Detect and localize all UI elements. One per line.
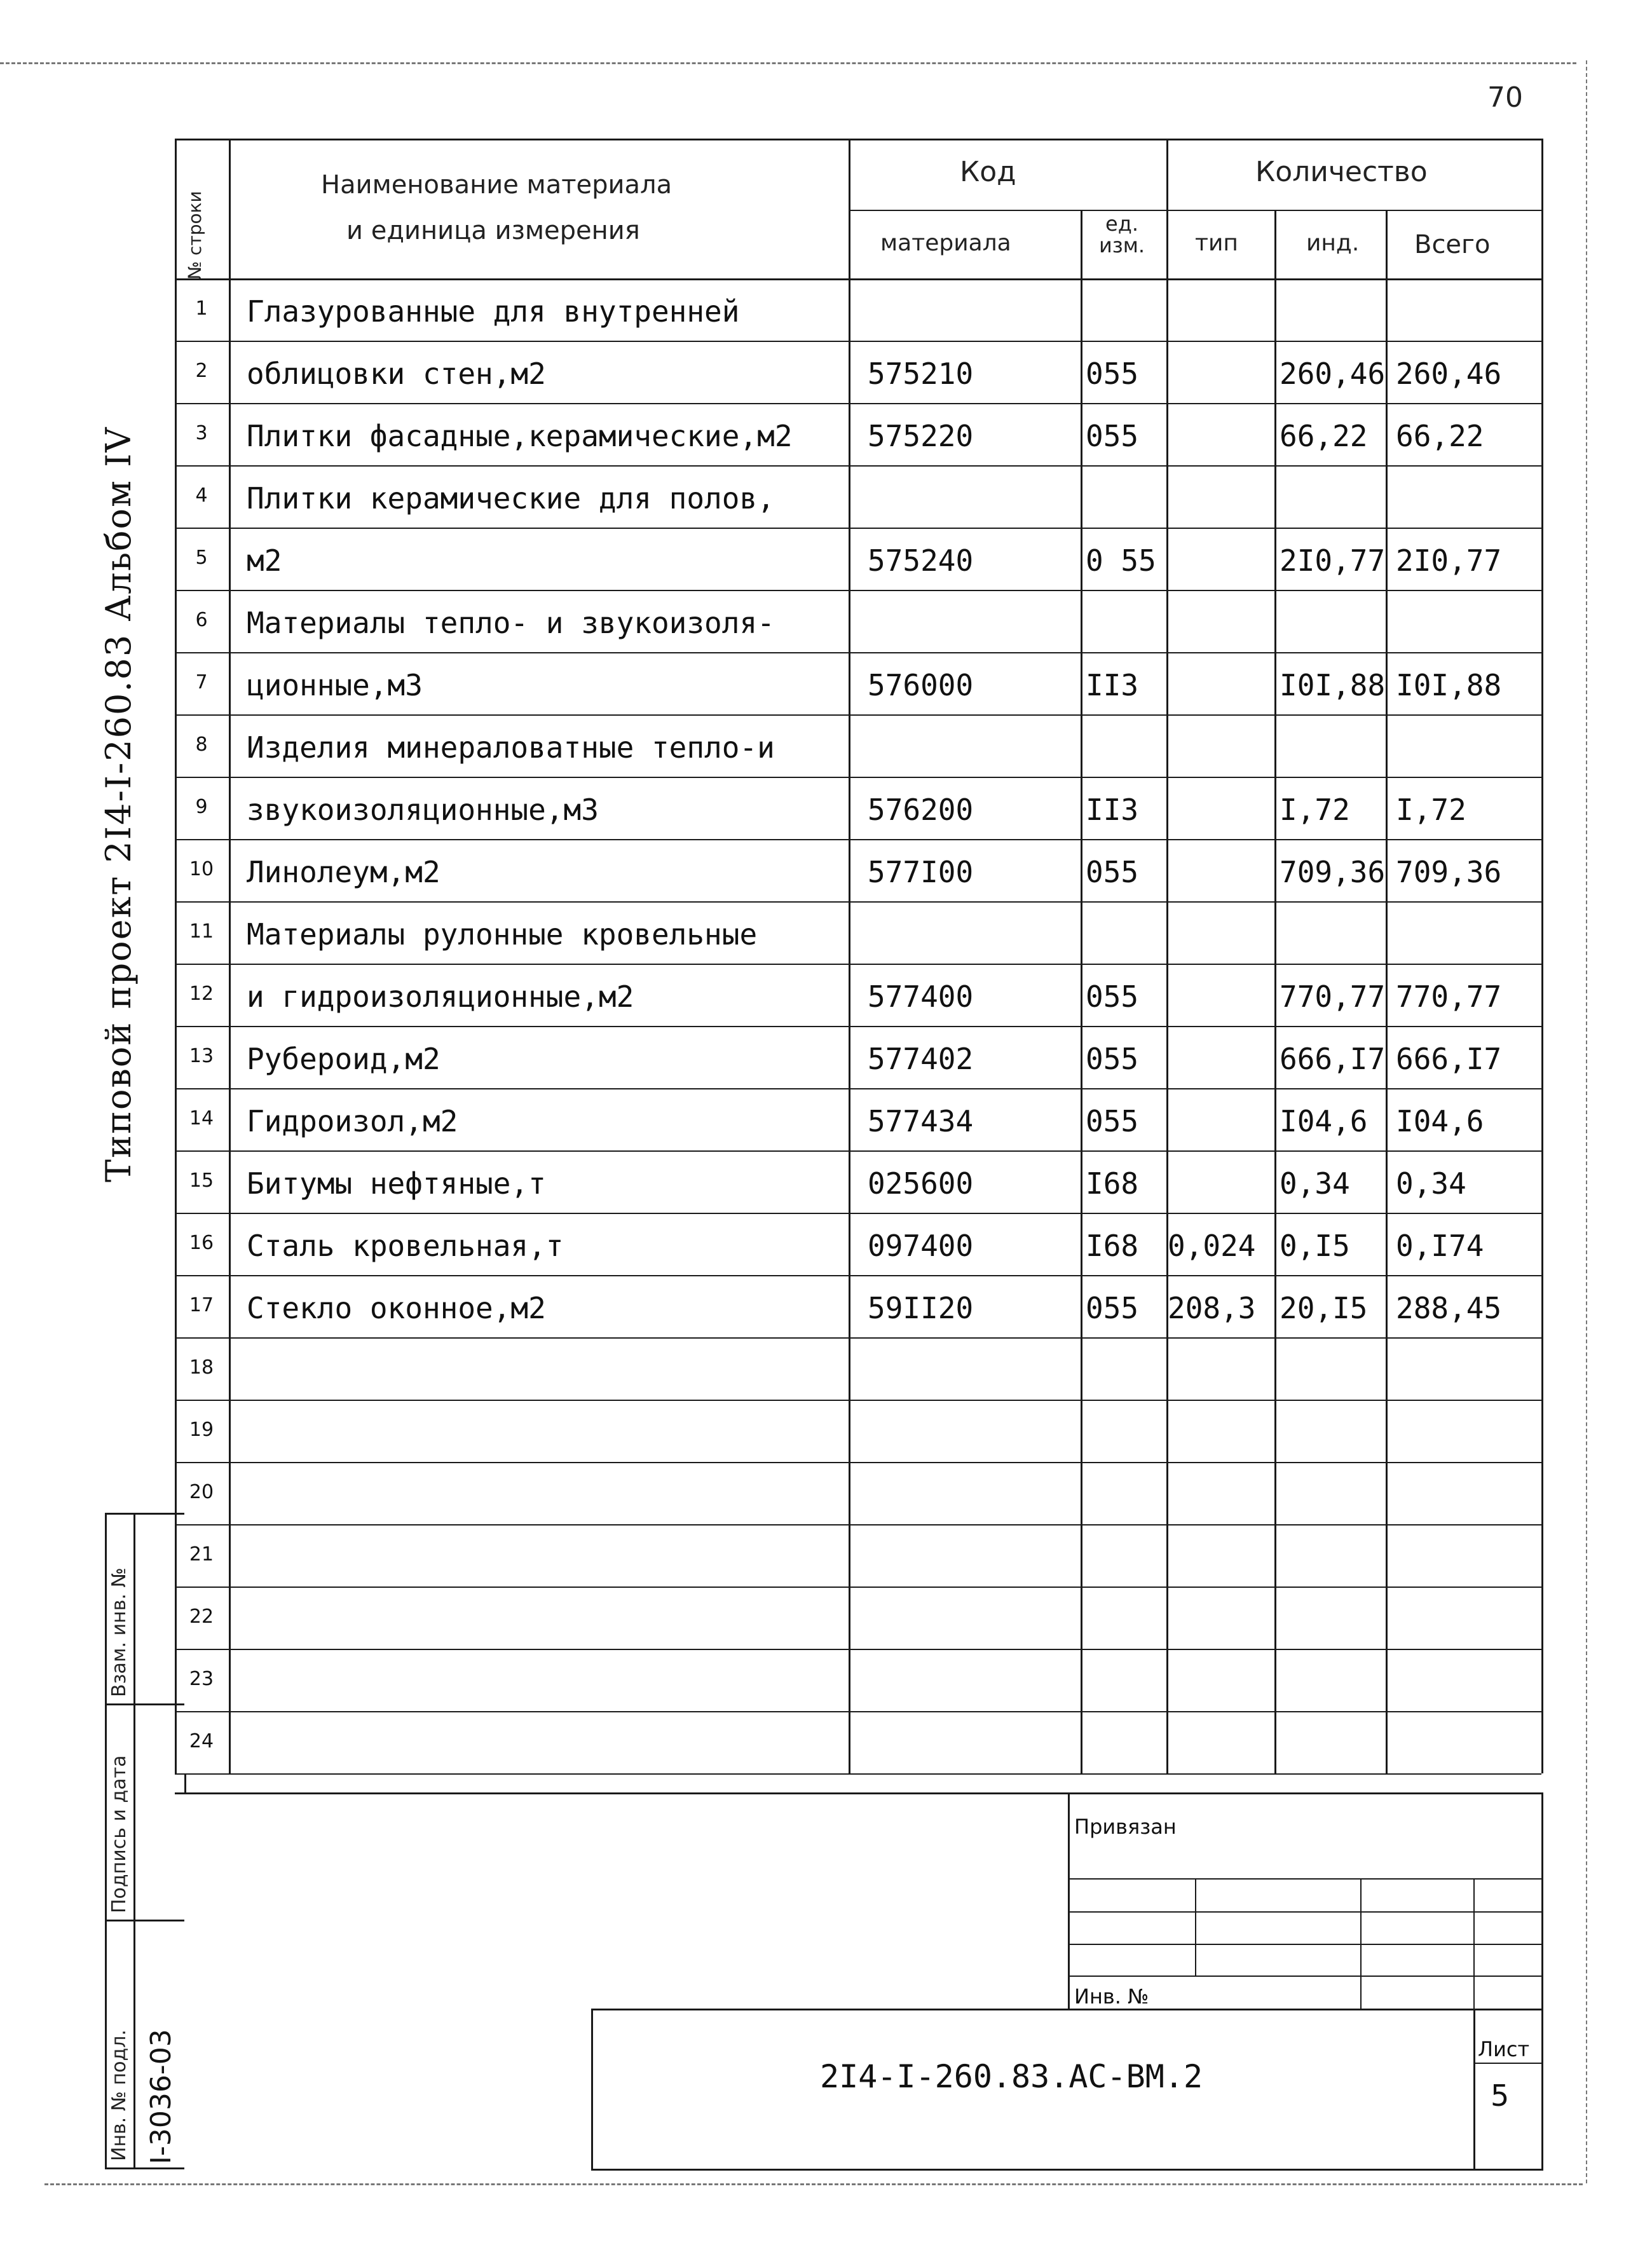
unit-code-cell: II3 [1086,668,1139,702]
header-code-material: материала [880,230,1011,256]
unit-code-cell: II3 [1086,793,1139,827]
qty-ind-cell: 66,22 [1280,419,1368,453]
qty-ind-cell: 0,I5 [1280,1229,1350,1263]
qty-total-cell: 709,36 [1396,855,1502,889]
qty-ind-cell: 709,36 [1280,855,1386,889]
row-number-cell: 21 [189,1543,214,1566]
side-project-label: Типовой проект 2I4-I-260.83 Альбом IV [99,426,139,1182]
row-line [175,1524,1541,1525]
unit-code-cell: I68 [1086,1166,1139,1201]
material-name-cell: ционные,м3 [247,668,423,702]
material-name-cell: Плитки фасадные,керамические,м2 [247,419,793,453]
row-number-cell: 13 [189,1045,214,1067]
qty-ind-cell: 2I0,77 [1280,543,1386,578]
title-sheet-number: 5 [1491,2078,1510,2113]
row-line [175,1026,1541,1027]
col-border-ind [1274,210,1276,1773]
material-name-cell: Рубероид,м2 [247,1042,440,1076]
row-line [175,1088,1541,1089]
material-name-cell: Битумы нефтяные,т [247,1166,546,1201]
left-stamp-top [105,1513,184,1515]
row-line [175,901,1541,903]
row-number-cell: 3 [195,422,208,444]
bottom-trim-line [44,2183,1583,2185]
material-name-cell: Гидроизол,м2 [247,1104,458,1138]
row-number-cell: 5 [195,547,208,569]
qty-total-cell: 260,46 [1396,357,1502,391]
qty-total-cell: 0,34 [1396,1166,1466,1201]
qty-total-cell: 770,77 [1396,979,1502,1014]
material-code-cell: 577402 [868,1042,974,1076]
header-qty-group: Количество [1255,156,1428,188]
left-stamp-inner-right [184,1773,186,1792]
linked-col1 [1195,1878,1196,1976]
unit-code-cell: 055 [1086,357,1139,391]
qty-ind-cell: I04,6 [1280,1104,1368,1138]
header-code-unit: ед. изм. [1098,212,1145,257]
row-line [175,1711,1541,1712]
row-line [175,1275,1541,1276]
header-mid-line [849,210,1541,211]
material-code-cell: 576000 [868,668,974,702]
row-line [175,839,1541,840]
left-stamp-outer-left [105,1513,107,2167]
material-name-cell: Сталь кровельная,т [247,1229,564,1263]
row-number-cell: 11 [189,920,214,943]
sheet-box-divider [1473,2063,1541,2064]
unit-code-cell: 055 [1086,855,1139,889]
material-code-cell: 025600 [868,1166,974,1201]
left-stamp-sign-label: Подпись и дата [108,1755,130,1913]
qty-total-cell: 666,I7 [1396,1042,1502,1076]
material-code-cell: 575220 [868,419,974,453]
qty-ind-cell: 20,I5 [1280,1291,1368,1325]
left-stamp-divider [133,1513,135,2167]
row-line [175,590,1541,591]
header-bottom-border [175,278,1541,280]
material-code-cell: 59II20 [868,1291,974,1325]
linked-col3 [1473,1878,1475,2009]
left-stamp-inv-label: Инв. № подл. [108,2030,130,2161]
linked-box-top [1068,1792,1541,1794]
material-code-cell: 577434 [868,1104,974,1138]
linked-row2 [1068,1911,1541,1913]
header-code-group: Код [960,156,1016,188]
header-row-number: № строки [184,191,205,280]
row-line [175,465,1541,467]
row-number-cell: 4 [195,484,208,507]
qty-typ-cell: 208,3 [1168,1291,1256,1325]
linked-col2 [1360,1878,1362,2009]
col-border-typ [1166,139,1168,1773]
row-line [175,1649,1541,1650]
row-number-cell: 8 [195,734,208,756]
row-number-cell: 23 [189,1668,214,1690]
header-qty-total: Всего [1414,230,1491,259]
title-outer-bottom [591,2169,1541,2171]
material-name-cell: Стекло оконное,м2 [247,1291,546,1325]
top-trim-line [0,62,1576,64]
qty-ind-cell: 0,34 [1280,1166,1350,1201]
row-number-cell: 14 [189,1107,214,1129]
qty-total-cell: 0,I74 [1396,1229,1484,1263]
col-border-code [849,139,850,1773]
material-name-cell: Плитки керамические для полов, [247,481,775,515]
row-line [175,1337,1541,1339]
row-line [175,714,1541,716]
row-number-cell: 6 [195,609,208,631]
row-line [175,1773,1541,1775]
title-sheet-label: Лист [1478,2037,1530,2061]
unit-code-cell: 055 [1086,1104,1139,1138]
row-line [175,652,1541,653]
row-line [175,403,1541,404]
col-border-unit [1081,210,1082,1773]
page-number: 70 [1487,81,1523,114]
left-stamp-bottom [105,2167,184,2169]
row-number-cell: 2 [195,360,208,382]
row-number-cell: 20 [189,1481,214,1503]
row-number-cell: 16 [189,1232,214,1254]
title-linked-label: Привязан [1074,1815,1177,1839]
unit-code-cell: 055 [1086,979,1139,1014]
unit-code-cell: 055 [1086,1042,1139,1076]
header-name-line1: Наименование материала [321,170,672,200]
qty-ind-cell: 260,46 [1280,357,1386,391]
unit-code-cell: 055 [1086,419,1139,453]
unit-code-cell: 055 [1086,1291,1139,1325]
row-number-cell: 17 [189,1294,214,1316]
qty-total-cell: 288,45 [1396,1291,1502,1325]
linked-row3 [1068,1944,1541,1945]
material-code-cell: 577I00 [868,855,974,889]
qty-total-cell: I,72 [1396,793,1466,827]
material-code-cell: 097400 [868,1229,974,1263]
row-number-cell: 24 [189,1730,214,1752]
qty-total-cell: I04,6 [1396,1104,1484,1138]
material-code-cell: 576200 [868,793,974,827]
header-name-line2: и единица измерения [346,216,640,245]
qty-ind-cell: 666,I7 [1280,1042,1386,1076]
material-code-cell: 575210 [868,357,974,391]
left-stamp-sep2 [105,1920,184,1921]
linked-row4 [1068,1976,1541,1977]
right-trim-line [1586,60,1587,2183]
qty-total-cell: I0I,88 [1396,668,1502,702]
qty-ind-cell: I,72 [1280,793,1350,827]
material-code-cell: 575240 [868,543,974,578]
unit-code-cell: 0 55 [1086,543,1156,578]
material-name-cell: облицовки стен,м2 [247,357,546,391]
col-border-total [1386,210,1388,1773]
col-border-name [229,139,231,1773]
main-stamp-top [591,2009,1541,2010]
material-name-cell: м2 [247,543,282,578]
col-border-right [1541,139,1543,1773]
qty-ind-cell: 770,77 [1280,979,1386,1014]
row-line [175,964,1541,965]
sheet-box-left [1473,2009,1475,2169]
material-name-cell: Изделия минераловатные тепло-и [247,730,775,765]
material-name-cell: Материалы тепло- и звукоизоля- [247,606,775,640]
qty-total-cell: 66,22 [1396,419,1484,453]
row-line [175,528,1541,529]
row-number-cell: 15 [189,1170,214,1192]
material-name-cell: и гидроизоляционные,м2 [247,979,634,1014]
qty-total-cell: 2I0,77 [1396,543,1502,578]
left-stamp-inv-value: I-3036-03 [145,2029,177,2164]
row-number-cell: 7 [195,671,208,693]
material-name-cell: Линолеум,м2 [247,855,440,889]
title-outer-right [1541,1792,1543,2171]
material-name-cell: звукоизоляционные,м3 [247,793,599,827]
material-name-cell: Материалы рулонные кровельные [247,917,758,952]
left-stamp-sep1 [105,1703,184,1705]
left-stamp-replace-label: Взам. инв. № [108,1567,130,1697]
unit-code-cell: I68 [1086,1229,1139,1263]
row-line [175,1400,1541,1401]
row-number-cell: 1 [195,297,208,320]
qty-ind-cell: I0I,88 [1280,668,1386,702]
material-name-cell: Глазурованные для внутренней [247,294,740,329]
material-code-cell: 577400 [868,979,974,1014]
row-number-cell: 10 [189,858,214,880]
row-line [175,1213,1541,1214]
header-qty-typ: тип [1195,230,1238,256]
linked-row1 [1068,1878,1541,1880]
row-number-cell: 9 [195,796,208,818]
row-number-cell: 18 [189,1356,214,1379]
header-qty-ind: инд. [1306,230,1360,256]
main-stamp-left [591,2009,593,2169]
row-number-cell: 19 [189,1419,214,1441]
row-line [175,1150,1541,1152]
title-inv-label: Инв. № [1074,1984,1149,2009]
col-border-left [175,139,177,1773]
row-line [175,341,1541,342]
title-doc-code: 2I4-I-260.83.АС-ВМ.2 [820,2058,1203,2095]
row-line [175,1587,1541,1588]
qty-typ-cell: 0,024 [1168,1229,1256,1263]
row-line [175,1462,1541,1463]
table-top-border [175,139,1541,140]
row-number-cell: 12 [189,983,214,1005]
row-number-cell: 22 [189,1606,214,1628]
row-line [175,777,1541,778]
